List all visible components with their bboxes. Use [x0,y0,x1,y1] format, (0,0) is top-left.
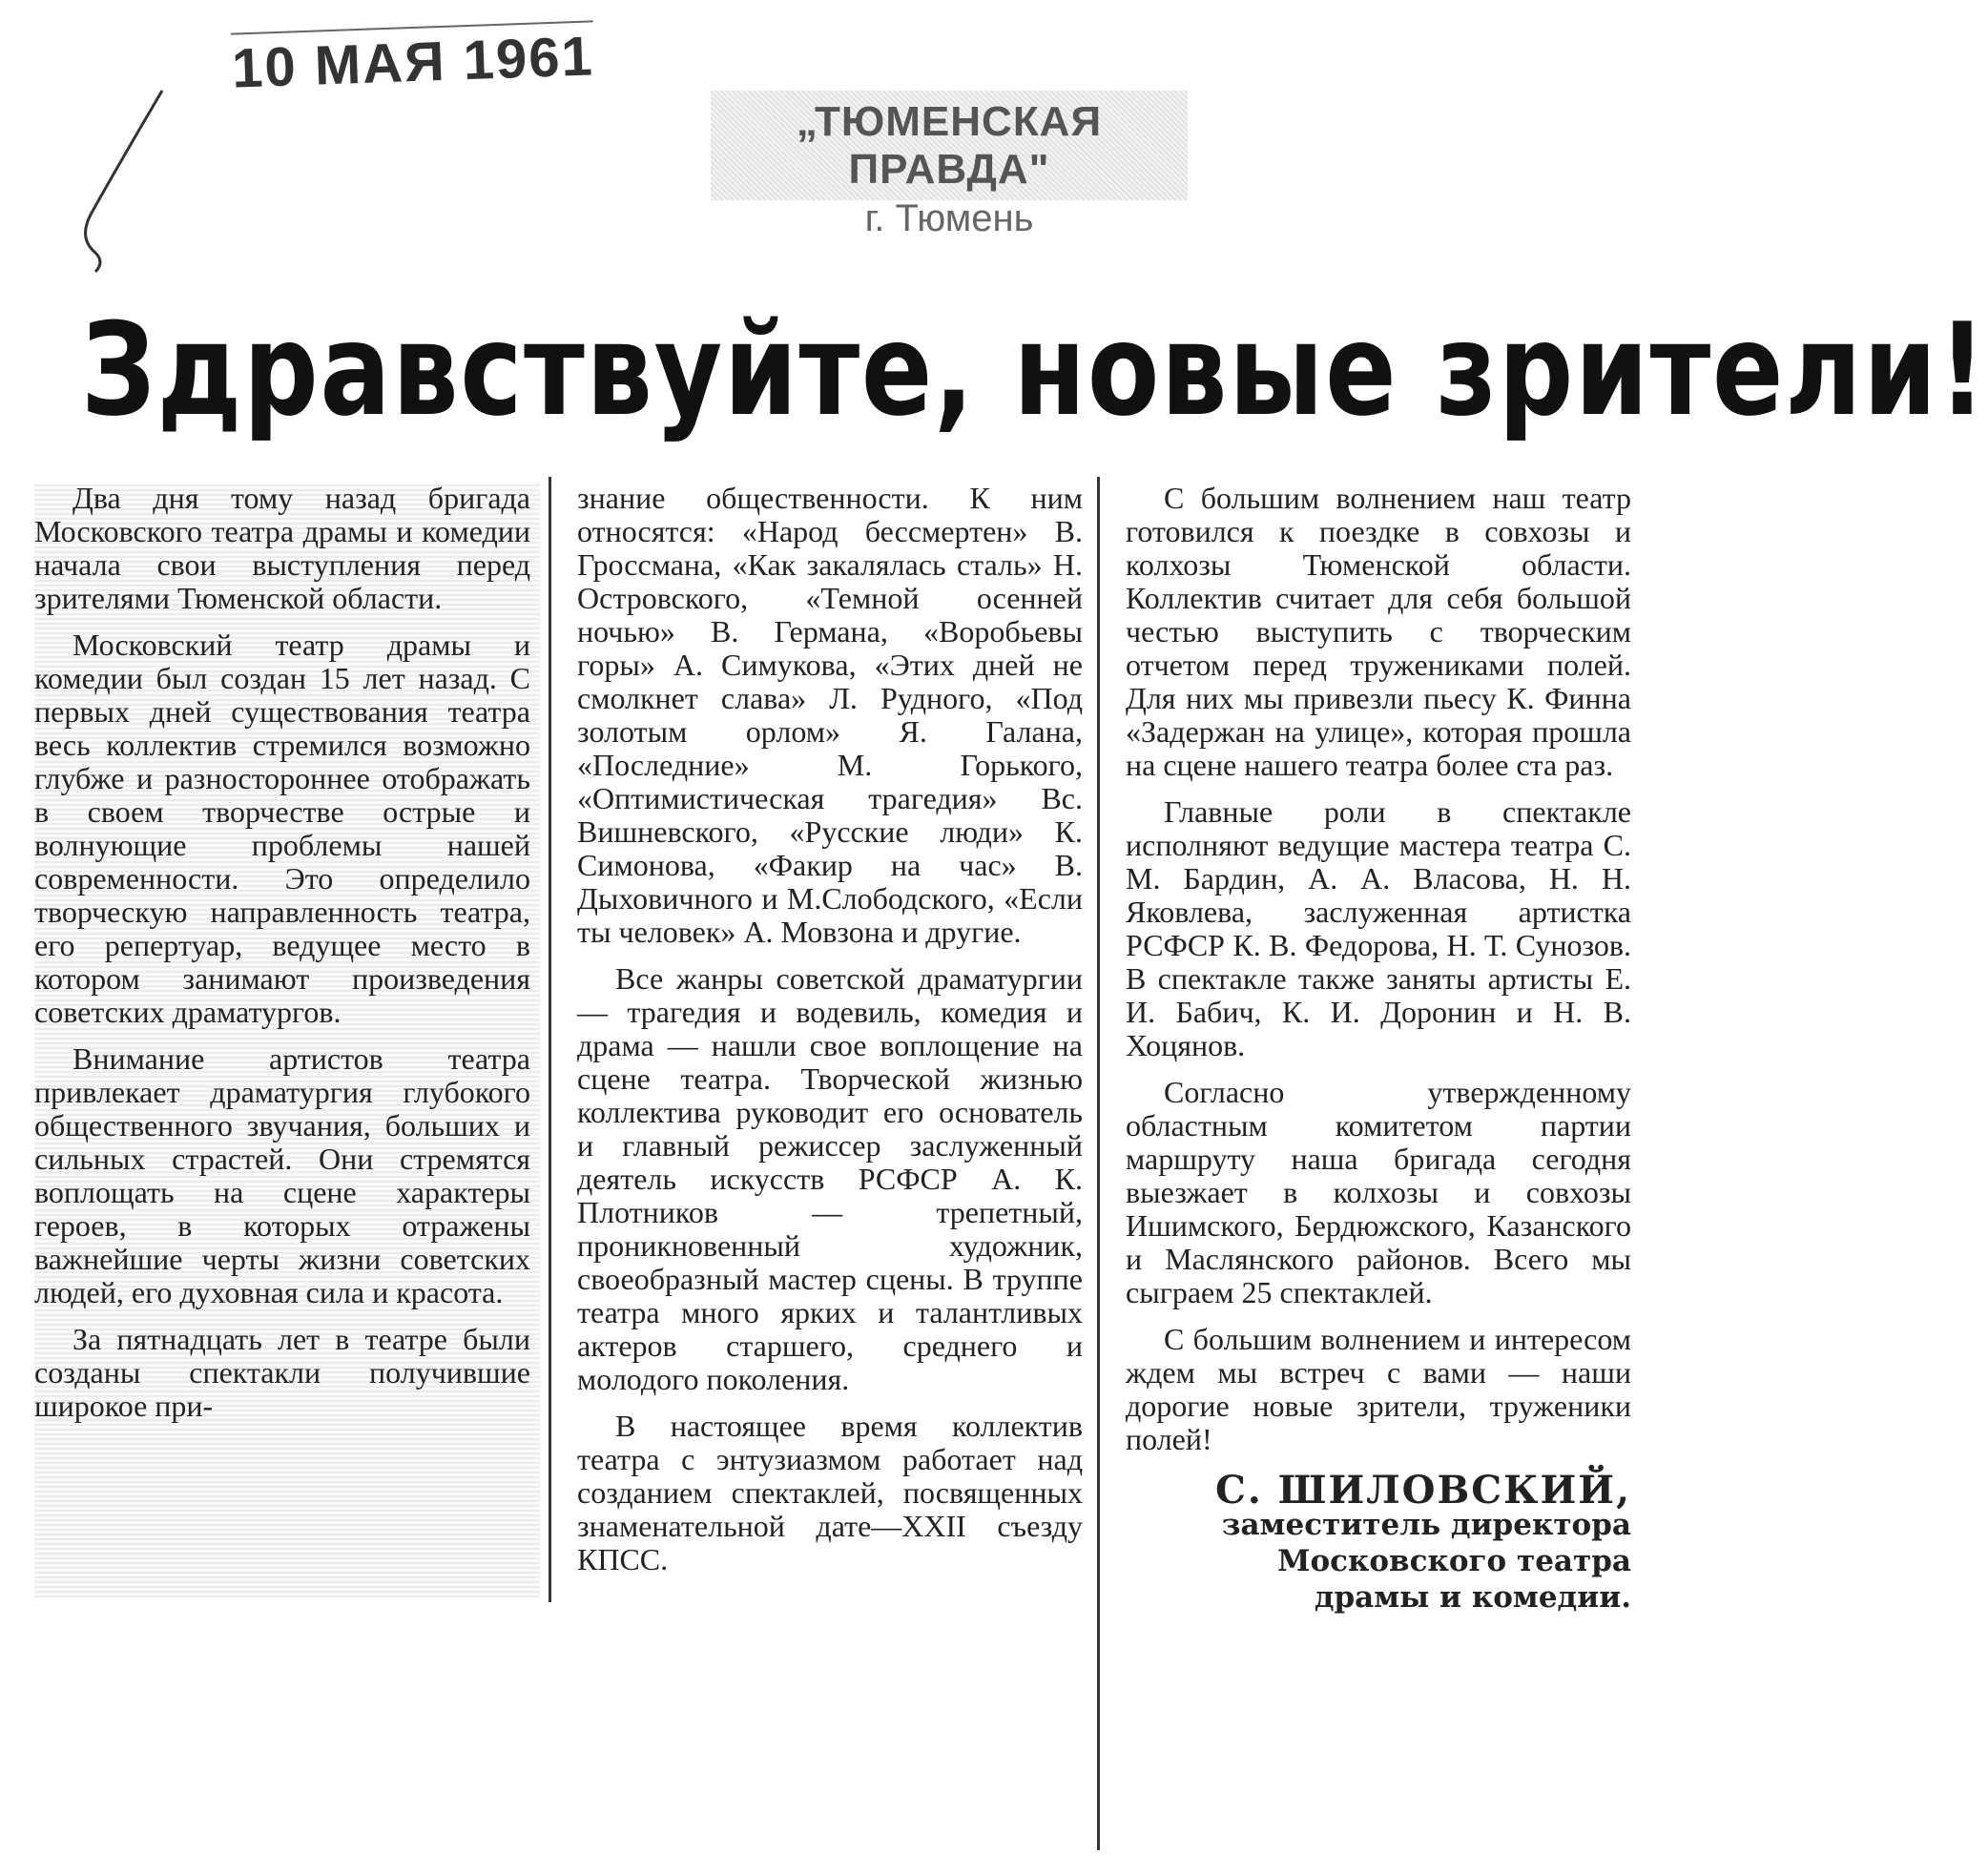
paragraph: Все жанры советской драматургии — трагедия и водевиль, комедия и драма — нашли свое воплощение на сцене театра. Творческой жизнью коллектива руководит его основатель и главный режиссер заслуженный деятель искусств РСФСР А. К. Плотников — трепетный, проникновенный художник, своеобразный мастер сцены. В труппе театра много ярких и талантливых актеров старшего, среднего и молодого поколения. [577,961,1083,1396]
newspaper-name: „ТЮМЕНСКАЯ ПРАВДА" [796,98,1103,193]
paragraph: Два дня тому назад бригада Московского театра драмы и комедии начала свои выступления перед зрителями Тюменской области. [34,481,530,615]
paragraph: С большим волнением и интересом ждем мы встреч с вами — наши дорогие новые зрители, труженики полей! [1126,1322,1631,1456]
article-column-2 [577,482,1083,1590]
paragraph: С большим волнением наш театр готовился к поездке в совхозы и колхозы Тюменской области. Коллектив считает для себя большой честью выступить с творческим отчетом перед тружениками полей. Для них мы привезли пьесу К. Финна «Задержан на улице», которая прошла на сцене нашего театра более ста раз. [1126,481,1631,782]
paragraph: Внимание артистов театра привлекает драматургия глубокого общественного звучания, больших и сильных страстей. Они стремятся воплощать на сцене характеры героев, в которых отражены важнейшие черты жизни советских людей, его духовная сила и красота. [34,1041,530,1309]
paragraph: Согласно утвержденному областным комитетом партии маршруту наша бригада сегодня выезжает в колхозы и совхозы Ишимского, Бердюжского, Казанского и Маслянского районов. Всего мы сыграем 25 спектаклей. [1126,1075,1631,1309]
newspaper-masthead [711,91,1188,239]
column-divider [1097,477,1100,1850]
column-divider [549,477,551,1602]
pencil-bracket-mark [76,86,172,277]
newspaper-city: г. Тюмень [864,197,1034,239]
paragraph: Главные роли в спектакле исполняют ведущие мастера театра С. М. Бардин, А. А. Власова, Н. Н. Яковлева, заслуженная артистка РСФСР К. В. Федорова, Н. Т. Сунозов. В спектакле также заняты артисты Е. И. Бабич, К. И. Доронин и Н. В. Хоцянов. [1126,794,1631,1062]
article-column-1 [34,482,540,1597]
paragraph: В настоящее время коллектив театра с энтузиазмом работает над созданием спектаклей, посвященных знаменательной дате—XXII съезду КПСС. [577,1409,1083,1576]
paragraph: знание общественности. К ним относятся: «Народ бессмертен» В. Гроссмана, «Как закалялась сталь» Н. Островского, «Темной осенней ночью» В. Германа, «Воробьевы горы» А. Симукова, «Этих дней не смолкнет слава» Л. Рудного, «Под золотым орлом» Я. Галана, «Последние» М. Горького, «Оптимистическая трагедия» Вс. Вишневского, «Русские люди» К. Симонова, «Факир на час» В. Дыховичного и М.Слободского, «Если ты человек» А. Мовзона и другие. [577,481,1083,949]
paragraph: За пятнадцать лет в театре были созданы спектакли получившие широкое при- [34,1322,530,1423]
author-title: заместитель директора Московского театра драмы и комедии. [1221,1508,1631,1615]
article-column-3 [1126,482,1631,1616]
author-name: С. ШИЛОВСКИЙ, [1215,1468,1631,1513]
article-headline: Здравствуйте, новые зрители! [81,296,1988,444]
paragraph: Московский театр драмы и комедии был создан 15 лет назад. С первых дней существования театра весь коллектив стремился возможно глубже и разностороннее отображать в своем творчестве острые и волнующие проблемы нашей современности. Это определило творческую направленность театра, его репертуар, ведущее место в котором занимают произведения советских драматургов. [34,628,530,1029]
author-signature [1126,1468,1631,1616]
date-stamp: 10 МАЯ 1961 [231,20,595,100]
